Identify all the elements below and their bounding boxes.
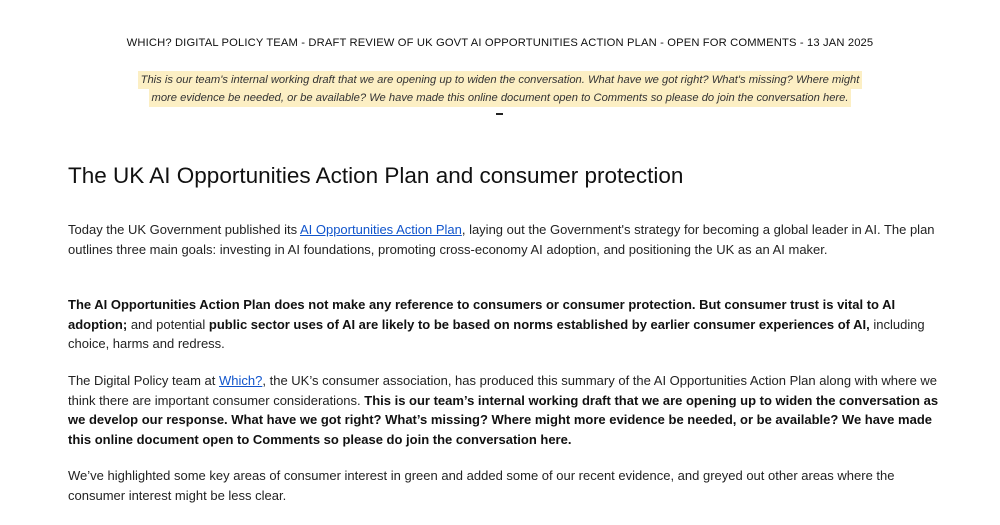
draft-note-line-2: more evidence be needed, or be available? We have made this online document open to Comments so please do join the conversation here.: [149, 89, 852, 107]
draft-note: [0, 71, 1000, 107]
paragraph-consumer-trust-bold-2: public sector uses of AI are likely to be based on norms established by earlier consumer experiences of AI,: [208, 316, 870, 332]
paragraph-consumer-trust: [68, 295, 948, 354]
paragraph-consumer-trust-text-1: and potential: [127, 316, 209, 332]
paragraph-consumer-trust-bold-1: The AI Opportunities Action Plan does not make any reference to consumers or consumer protection. But consumer trust is vital to AI adoption;: [68, 297, 896, 332]
separator-dash: [496, 113, 503, 115]
draft-note-line-1: This is our team's internal working draft that we are opening up to widen the conversation. What have we got right? What's missing? Where might: [138, 71, 863, 89]
page-title: The UK AI Opportunities Action Plan and consumer protection: [68, 163, 684, 188]
action-plan-link[interactable]: AI Opportunities Action Plan: [299, 222, 462, 237]
paragraph-intro-text-after: , laying out the Government's strategy for becoming a global leader in AI. The plan outlines three main goals: investing in AI foundations, promoting cross-economy AI adoption, and positioning the UK as an AI maker.: [68, 222, 935, 257]
paragraph-digital-policy-team: [68, 371, 948, 450]
paragraph-team-text-after: , the UK’s consumer association, has produced this summary of the AI Opportunities Action Plan along with where we think there are important consumer considerations.: [68, 373, 938, 408]
paragraph-intro-text-before: Today the UK Government published its: [68, 222, 300, 237]
paragraph-team-text-before: The Digital Policy team at: [68, 373, 220, 388]
document-header-title: WHICH? DIGITAL POLICY TEAM - DRAFT REVIEW OF UK GOVT AI OPPORTUNITIES ACTION PLAN - OPEN FOR COMMENTS - 13 JAN 2025: [126, 37, 874, 49]
paragraph-highlighting-note: We’ve highlighted some key areas of consumer interest in green and added some of our recent evidence, and greyed out other areas where the consumer interest might be less clear.: [68, 468, 895, 503]
paragraph-consumer-trust-text-2: including choice, harms and redress.: [68, 316, 925, 352]
paragraph-intro: [68, 220, 948, 259]
which-link[interactable]: Which?: [219, 373, 263, 388]
paragraph-team-bold: This is our team’s internal working draft that we are opening up to widen the conversation as we develop our response. What have we got right? What’s missing? Where might more evidence be needed, or be available? We have made this online document open to Comments so please do join the conversation here.: [68, 392, 939, 448]
